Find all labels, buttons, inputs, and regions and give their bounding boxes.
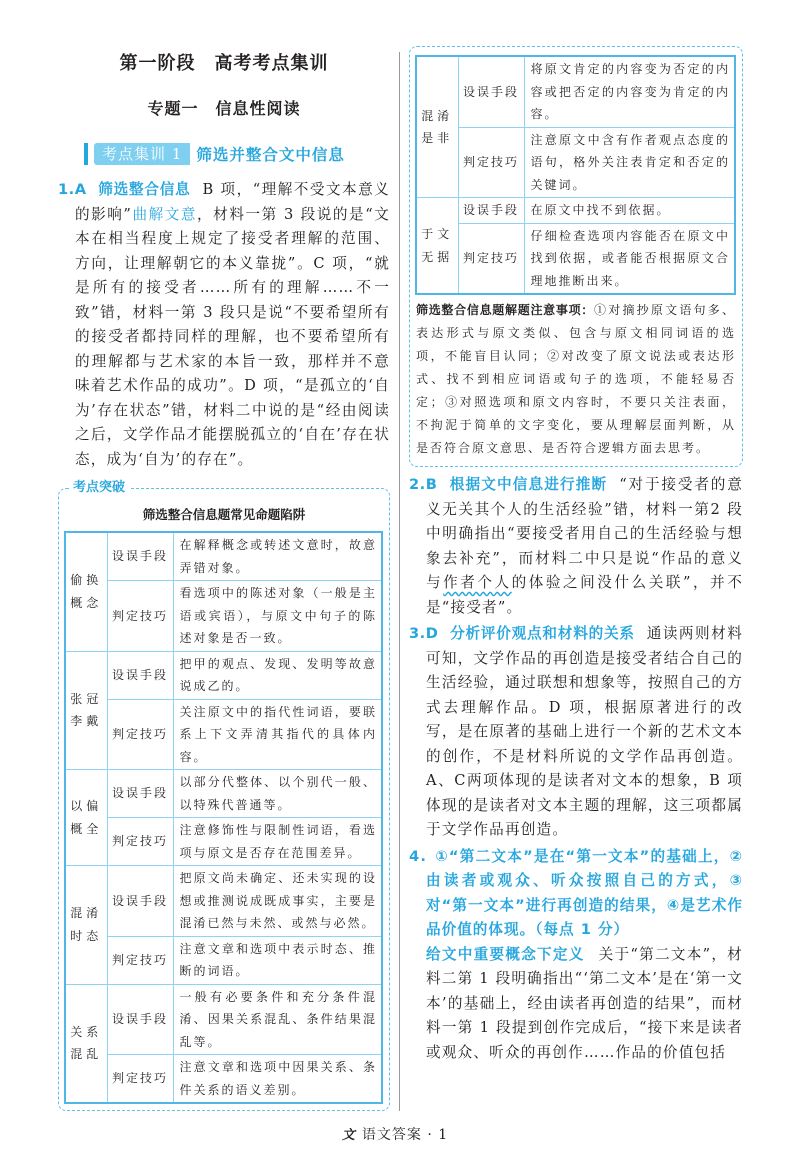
method-text: 以部分代整体、以个别代一般、以特殊代普通等。 [173, 770, 382, 818]
method-text: 在解释概念或转述文意时，故意弄错对象。 [173, 532, 382, 581]
table-row [416, 223, 735, 294]
answer-number: 1.A [58, 181, 87, 198]
answer-number: 4. [409, 847, 428, 865]
judge-label: 判定技巧 [107, 699, 173, 770]
brand-logo-icon: 文 [341, 1128, 356, 1143]
key-points-card [58, 480, 390, 1111]
answer-1 [58, 178, 390, 472]
answer-text: B 项，“理解不受文本意义的影响” [75, 181, 390, 223]
answer-text: “对于接受者的意义无关其个人的生活经验”错，材料一第2 段中明确指出“要接受者用自己的生活经验与想象去补充”，而材料二中只是说“作品的意义与 [426, 476, 743, 591]
answer-text: 通读两则材料可知，文学作品的再创造是接受者结合自己的生活经验，通过联想和想象等，按照自己的方式去理解作品。D 项，根据原著进行的改写，是在原著的基础上进行一个新的艺术文本的创作，不是材料所说的文学作品再创造。A、C两项体现的是读者对文本的想象，B 项体现的是读者对文本主题的理解，这三项都属于文学作品再创造。 [426, 625, 743, 838]
table-row [65, 651, 382, 699]
trap-type: 张冠李戴 [65, 651, 107, 770]
skill-name: 给文中重要概念下定义 [426, 945, 585, 963]
section-header [84, 142, 390, 166]
judge-label: 判定技巧 [107, 581, 173, 652]
wavy-underlined-text: 作者个人 [443, 574, 512, 591]
method-label: 设误手段 [107, 532, 173, 581]
judge-label: 判定技巧 [107, 818, 173, 866]
answer-key: ①“第二文本”是在“第一文本”的基础上，②由读者或观众、听众按照自己的方式，③对“第一文本”进行再创造的结果，④是艺术作品价值的体现。（每点 1 分） [426, 847, 743, 938]
judge-text: 注意文章和选项中因果关系、条件关系的语义差别。 [173, 1055, 382, 1104]
answer-text: ，材料一第 3 段说的是“文本在相当程度上规定了接受者理解的范围、方向，让理解朝它的本义靠拢”。C 项，“就是所有的接受者……所有的理解……不一致”错，材料一第 3 段只是说“不要希望所有的接受者都持同样的理解，也不要希望所有的理解都与艺术家的本旨一致，那样并不意味着艺术作品的成功”。D 项，“是孤立的‘自为’存在状态”错，材料二中说的是“经由阅读之后，文学作品才能摆脱孤立的‘自在’存在状态，成为‘自为’的存在”。 [75, 205, 390, 468]
trap-type: 混淆时态 [65, 866, 107, 985]
trap-type: 以偏概全 [65, 770, 107, 866]
table-row [65, 984, 382, 1055]
section-name: 筛选并整合文中信息 [196, 146, 345, 164]
table-row [416, 198, 735, 224]
method-label: 设误手段 [107, 651, 173, 699]
table-title: 筛选整合信息题常见命题陷阱 [142, 507, 306, 522]
method-text: 一般有必要条件和充分条件混淆、因果关系混乱、条件结果混乱等。 [173, 984, 382, 1055]
judge-text: 注意修饰性与限制性词语，看选项与原文是否存在范围差异。 [173, 818, 382, 866]
answer-number: 2.B [409, 476, 438, 493]
skill-name: 根据文中信息进行推断 [449, 476, 608, 493]
table-row [65, 770, 382, 818]
table-row [65, 699, 382, 770]
notes-title: 筛选整合信息题解题注意事项： [416, 303, 595, 317]
answer-2 [409, 473, 743, 620]
judge-text: 注意文章和选项中表示时态、推断的词语。 [173, 936, 382, 984]
answer-3-label [409, 625, 635, 642]
card-label: 考点突破 [69, 478, 129, 498]
judge-text: 关注原文中的指代性词语，要联系上下文弄清其指代的具体内容。 [173, 699, 382, 770]
skill-name: 分析评价观点和材料的关系 [450, 625, 635, 642]
answer-2-label [409, 476, 607, 493]
answer-text: 关于“第二文本”，材料二第 1 段明确指出“‘第二文本’是在‘第一文本’的基础上，经由读者再创造的结果”，而材料一第 1 段提到创作完成后，“接下来是读者或观众、听众的再创作……作品的价值包括 [426, 945, 743, 1061]
method-label: 设误手段 [458, 198, 524, 224]
judge-label: 判定技巧 [458, 223, 524, 294]
trap-type: 关系混乱 [65, 984, 107, 1103]
notes-text: ①对摘抄原文语句多、表达形式与原文类似、包含与原文相同词语的选项，不能盲目认同；②对改变了原文说法或表达形式、找不到相应词语或句子的选项，不能轻易否定；③对照选项和原文内容时，不要只关注表面，不拘泥于简单的文字变化，要从理解层面判断，从是否符合原文意思、是否符合逻辑方面去思考。 [416, 303, 736, 455]
trap-type: 偷换概念 [65, 532, 107, 651]
right-column [409, 46, 743, 1065]
table-row [416, 56, 735, 127]
skill-name: 筛选整合信息 [98, 181, 191, 198]
section-bar [84, 143, 88, 165]
judge-label: 判定技巧 [458, 127, 524, 198]
table-row [65, 581, 382, 652]
table-row [65, 1055, 382, 1104]
section-tag: 考点集训 1 [94, 143, 190, 165]
method-text: 把原文尚未确定、还未实现的设想或推测说成既成事实，主要是混淆已然与未然、或然与必然。 [173, 866, 382, 937]
topic-title: 专题一 信息性阅读 [147, 99, 301, 118]
answer-4 [409, 845, 743, 1066]
table-row [416, 127, 735, 198]
method-text: 把甲的观点、发现、发明等故意说成乙的。 [173, 651, 382, 699]
judge-text: 看选项中的陈述对象（一般是主语或宾语），与原文中句子的陈述对象是否一致。 [173, 581, 382, 652]
judge-text: 注意原文中含有作者观点态度的语句，格外关注表肯定和否定的关键词。 [524, 127, 735, 198]
notes [410, 295, 742, 460]
highlight-term: 曲解文意 [132, 205, 198, 223]
answer-number: 3.D [409, 625, 439, 642]
column-divider [399, 52, 400, 1111]
method-label: 设误手段 [107, 770, 173, 818]
judge-label: 判定技巧 [107, 1055, 173, 1104]
traps-table-continued [415, 55, 736, 295]
page-footer [0, 1125, 790, 1166]
judge-label: 判定技巧 [107, 936, 173, 984]
table-row [65, 936, 382, 984]
table-row [65, 866, 382, 937]
method-text: 在原文中找不到依据。 [524, 198, 735, 224]
stage-title: 第一阶段 高考考点集训 [119, 53, 329, 74]
traps-table [64, 531, 383, 1104]
answer-1-label [58, 181, 191, 198]
answer-3 [409, 622, 743, 843]
page-number: 语文答案 · 1 [361, 1127, 449, 1143]
answer-text: 的体验之间没什么关联”，并不是“接受者”。 [426, 574, 743, 616]
key-points-card-continued [409, 46, 743, 467]
left-column [58, 52, 390, 1111]
trap-type: 混淆是非 [416, 56, 458, 198]
trap-type: 于文无据 [416, 198, 458, 295]
table-row [65, 532, 382, 581]
method-label: 设误手段 [458, 56, 524, 127]
method-label: 设误手段 [107, 984, 173, 1055]
table-row [65, 818, 382, 866]
two-column-layout [58, 52, 790, 1111]
method-label: 设误手段 [107, 866, 173, 937]
method-text: 将原文肯定的内容变为否定的内容或把否定的内容变为肯定的内容。 [524, 56, 735, 127]
judge-text: 仔细检查选项内容能否在原文中找到依据，或者能否根据原文合理地推断出来。 [524, 223, 735, 294]
